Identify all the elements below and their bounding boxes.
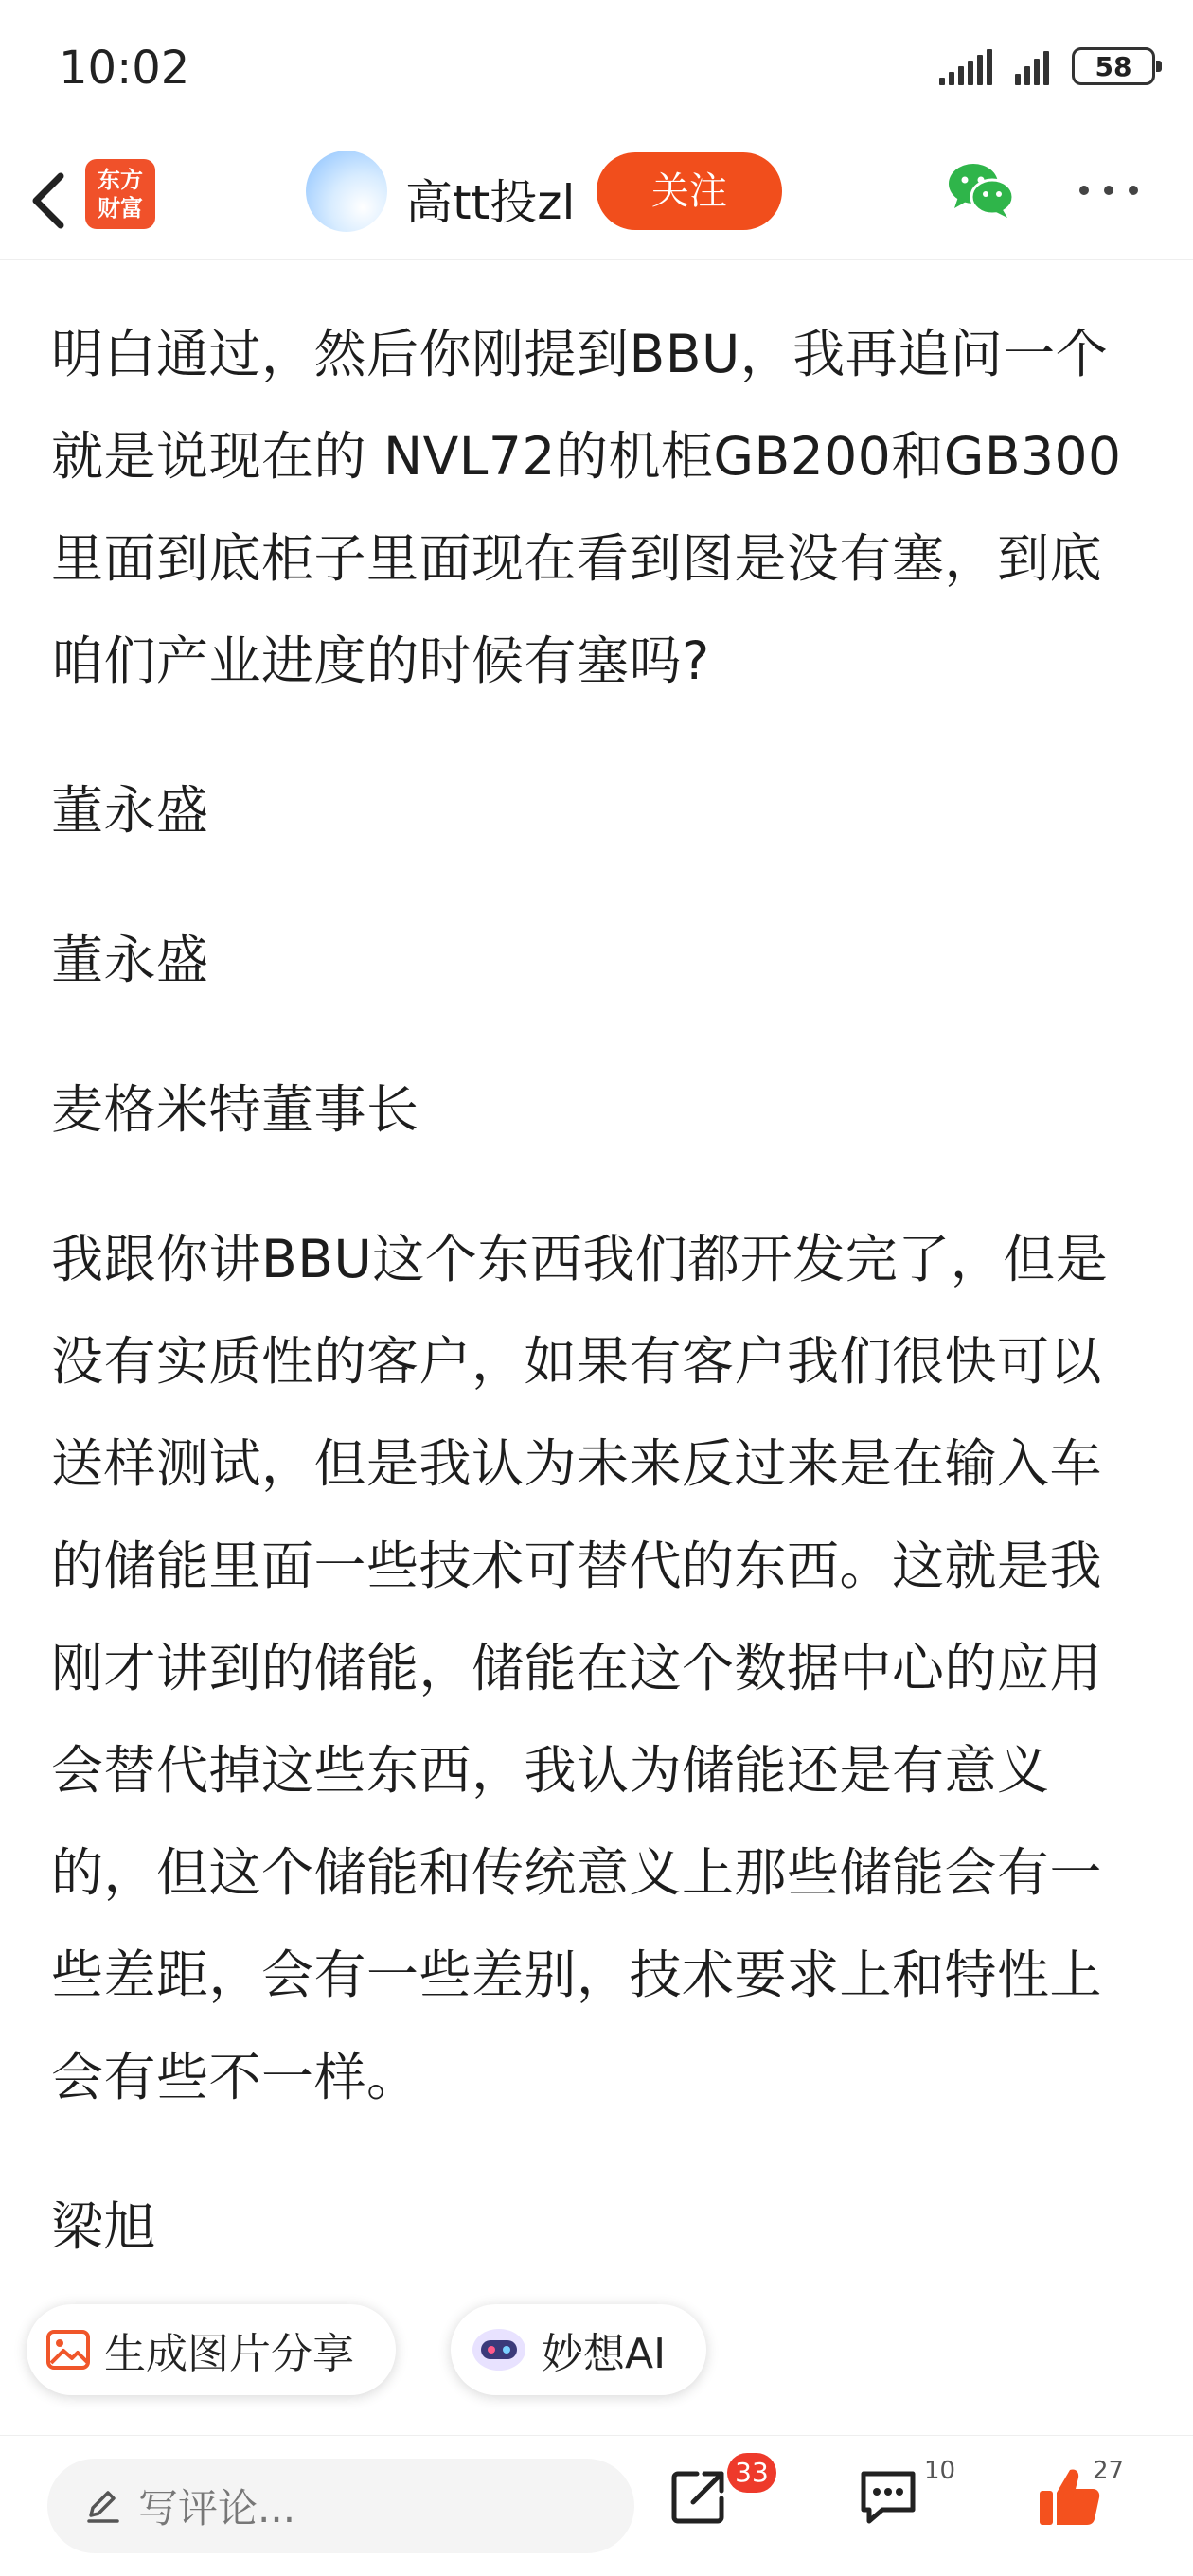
miaoxiang-ai-label: 妙想AI: [542, 2330, 667, 2378]
battery-icon: 58: [1072, 47, 1155, 85]
article-body: [51, 303, 1149, 2278]
status-bar: [0, 0, 1193, 142]
comment-count: 10: [924, 2457, 956, 2485]
signal-icon: [1015, 47, 1049, 85]
generate-image-share-button[interactable]: [27, 2304, 396, 2395]
share-button[interactable]: [668, 2457, 769, 2551]
more-icon: [1079, 186, 1089, 195]
like-count: 27: [1093, 2457, 1125, 2485]
generate-image-share-label: 生成图片分享: [104, 2330, 354, 2378]
share-count-badge: 33: [727, 2453, 776, 2493]
wechat-icon: [947, 161, 1015, 220]
follow-button[interactable]: 关注: [596, 152, 782, 230]
status-time: 10:02: [59, 42, 190, 95]
pencil-icon: [83, 2487, 121, 2525]
speaker-title: 麦格米特董事长: [51, 1079, 419, 1140]
article-header: [0, 142, 1193, 260]
comment-placeholder: 写评论...: [138, 2485, 296, 2532]
author-name[interactable]: 高tt投zl: [405, 175, 576, 230]
status-icons: [939, 47, 1155, 85]
bottom-bar: [0, 2435, 1193, 2576]
speaker-name: 梁旭: [51, 2196, 157, 2257]
more-button[interactable]: [1079, 186, 1138, 195]
wechat-share-button[interactable]: [947, 161, 1015, 220]
app-logo-line2: 财富: [98, 195, 143, 222]
comments-button[interactable]: [856, 2457, 956, 2551]
comment-icon: [856, 2466, 920, 2527]
article-paragraph: 明白通过，然后你刚提到BBU，我再追问一个就是说现在的 NVL72的机柜GB200和GB300里面到底柜子里面现在看到图是没有塞，到底咱们产业进度的时候有塞吗?: [51, 324, 1122, 691]
signal-icon: [939, 47, 992, 85]
comment-input[interactable]: [47, 2459, 634, 2553]
like-button[interactable]: [1036, 2457, 1125, 2551]
image-icon: [45, 2329, 91, 2371]
avatar[interactable]: [306, 151, 387, 232]
back-button[interactable]: [23, 163, 89, 239]
miaoxiang-ai-button[interactable]: [451, 2304, 706, 2395]
back-chevron-icon: [23, 163, 80, 239]
ai-robot-icon: [470, 2325, 528, 2374]
article-paragraph: 我跟你讲BBU这个东西我们都开发完了，但是没有实质性的客户，如果有客户我们很快可以送样测试，但是我认为未来反过来是在输入车的储能里面一些技术可替代的东西。这就是我刚才讲到的储能，储能在这个数据中心的应用会替代掉这些东西，我认为储能还是有意义的，但这个储能和传统意义上那些储能会有一些差距，会有一些差别，技术要求上和特性上会有些不一样。: [51, 1229, 1109, 2107]
app-logo-line1: 东方: [98, 167, 143, 193]
speaker-name: 董永盛: [51, 780, 209, 841]
speaker-name: 董永盛: [51, 930, 209, 990]
share-icon: [668, 2466, 729, 2527]
app-logo[interactable]: [85, 159, 155, 229]
